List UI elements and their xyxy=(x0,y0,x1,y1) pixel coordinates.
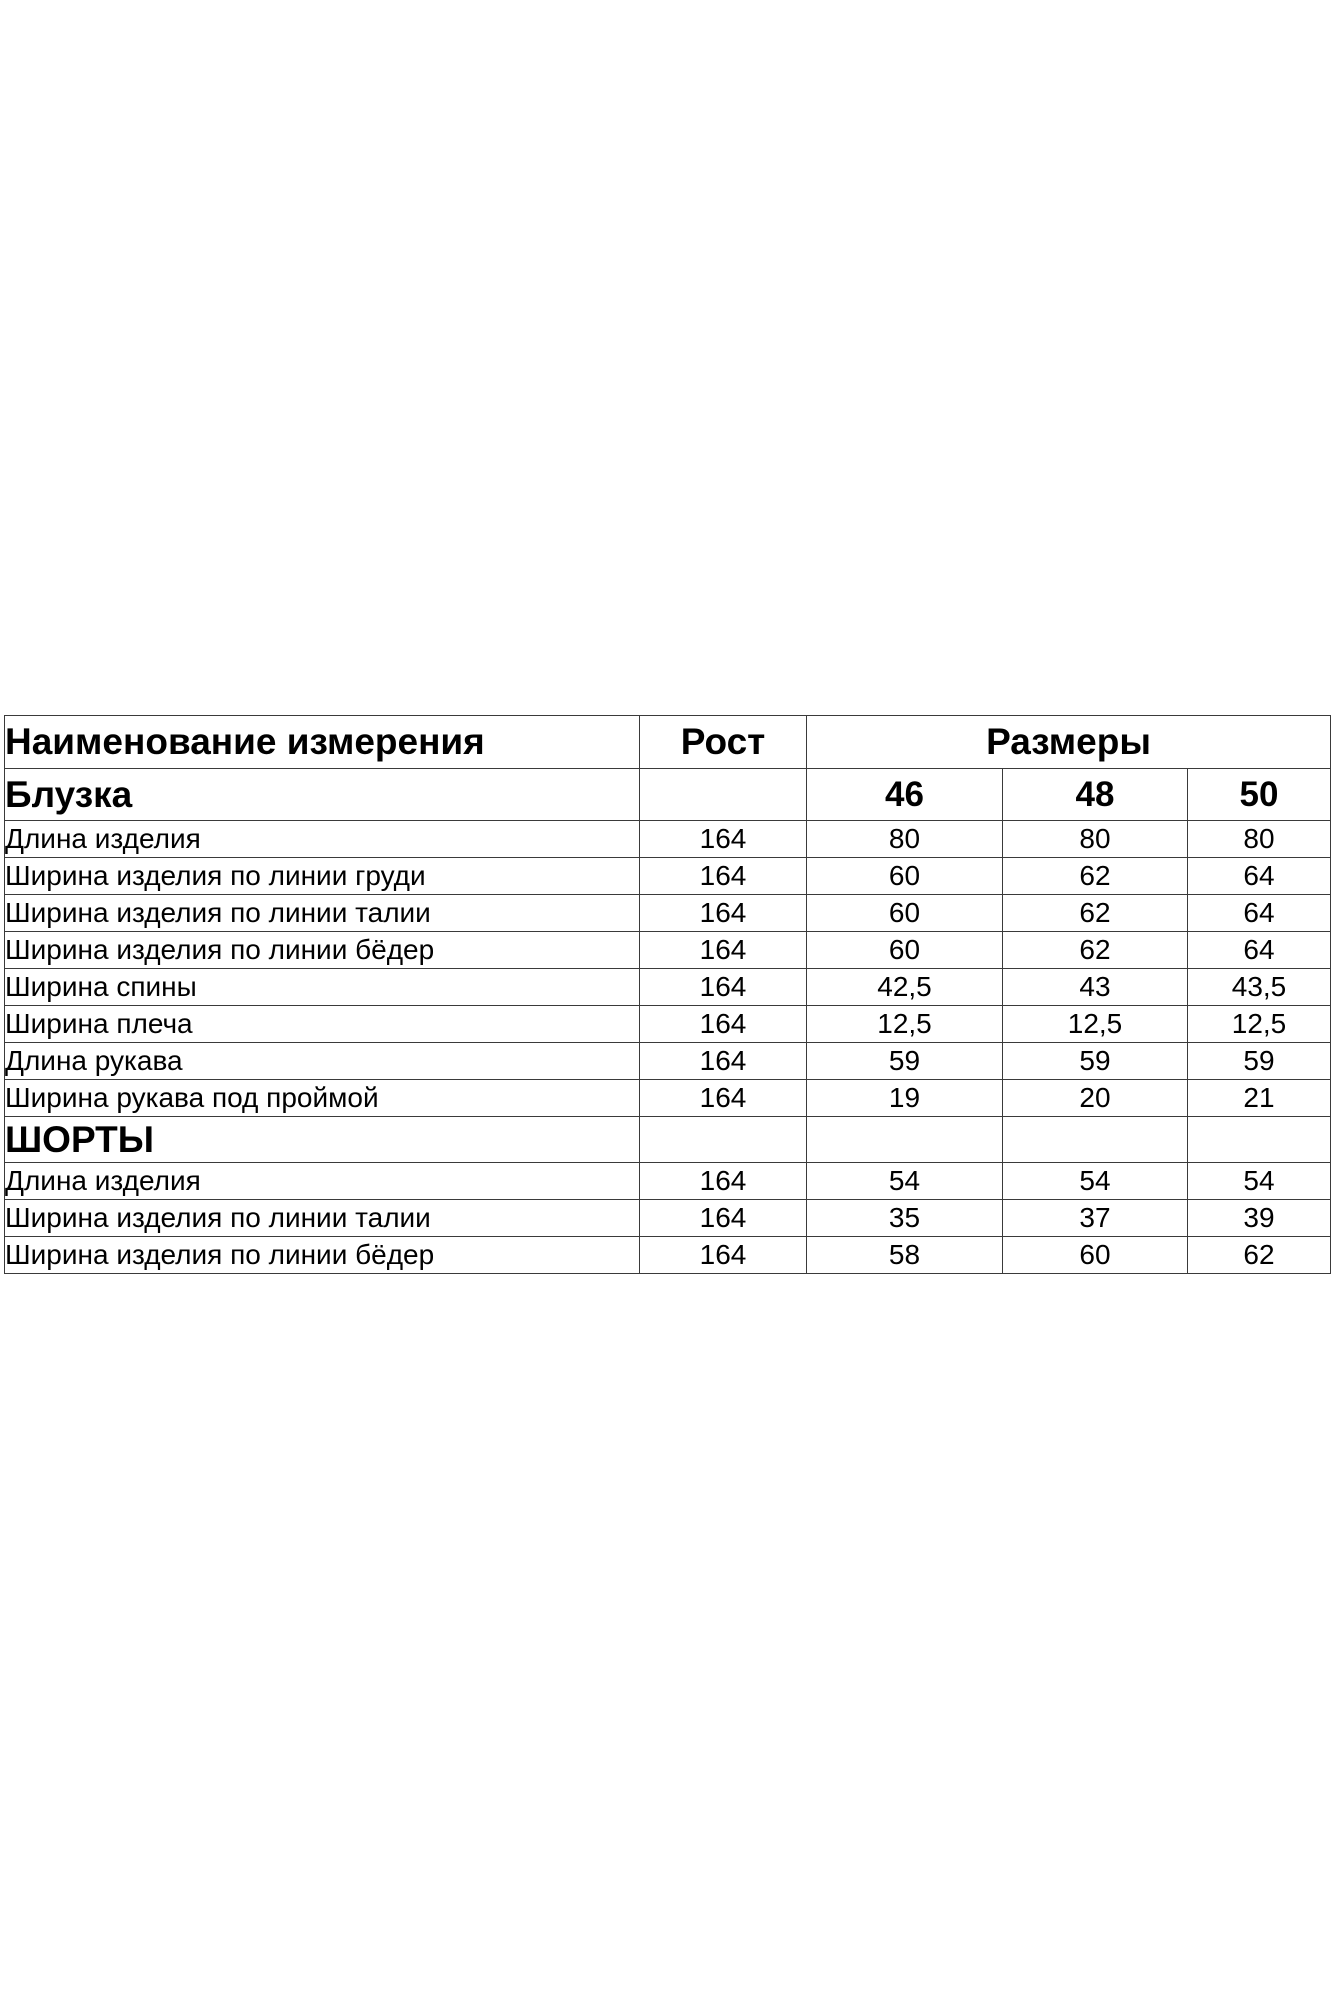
size-50-value: 64 xyxy=(1188,895,1331,932)
size-48-value: 59 xyxy=(1003,1043,1188,1080)
size-46-value: 54 xyxy=(807,1163,1003,1200)
measurement-name: Ширина изделия по линии бёдер xyxy=(5,932,640,969)
measurement-name: Ширина изделия по линии бёдер xyxy=(5,1237,640,1274)
size-48-header: 48 xyxy=(1003,769,1188,821)
size-50-value: 39 xyxy=(1188,1200,1331,1237)
size-46-value: 60 xyxy=(807,895,1003,932)
table-row xyxy=(5,1043,1331,1080)
measurement-name-header: Наименование измерения xyxy=(5,716,640,769)
size-50-value: 64 xyxy=(1188,858,1331,895)
measurement-name: Длина изделия xyxy=(5,821,640,858)
height-value: 164 xyxy=(640,1200,807,1237)
height-value: 164 xyxy=(640,1006,807,1043)
measurement-name: Ширина изделия по линии талии xyxy=(5,895,640,932)
measurement-name: Ширина изделия по линии груди xyxy=(5,858,640,895)
size-48-value: 60 xyxy=(1003,1237,1188,1274)
size-50-value: 64 xyxy=(1188,932,1331,969)
size-50-value: 12,5 xyxy=(1188,1006,1331,1043)
table-row xyxy=(5,1080,1331,1117)
table-row xyxy=(5,1006,1331,1043)
table-row xyxy=(5,858,1331,895)
section-title-shorts: ШОРТЫ xyxy=(5,1117,640,1163)
table-header-row xyxy=(5,716,1331,769)
size-46-value: 59 xyxy=(807,1043,1003,1080)
size-50-value: 21 xyxy=(1188,1080,1331,1117)
size-48-value: 62 xyxy=(1003,858,1188,895)
height-value: 164 xyxy=(640,821,807,858)
size-46-value: 80 xyxy=(807,821,1003,858)
size-48-value: 12,5 xyxy=(1003,1006,1188,1043)
size-48-value: 62 xyxy=(1003,895,1188,932)
table-row xyxy=(5,1163,1331,1200)
height-value: 164 xyxy=(640,1163,807,1200)
height-value: 164 xyxy=(640,1080,807,1117)
size-chart-table xyxy=(4,715,1331,1274)
size-46-value: 19 xyxy=(807,1080,1003,1117)
measurement-name: Ширина спины xyxy=(5,969,640,1006)
height-value: 164 xyxy=(640,895,807,932)
height-header: Рост xyxy=(640,716,807,769)
measurement-name: Ширина плеча xyxy=(5,1006,640,1043)
table-row xyxy=(5,969,1331,1006)
measurement-name: Длина рукава xyxy=(5,1043,640,1080)
size-48-value: 20 xyxy=(1003,1080,1188,1117)
empty-cell xyxy=(1003,1117,1188,1163)
empty-cell xyxy=(807,1117,1003,1163)
table-row xyxy=(5,821,1331,858)
empty-cell xyxy=(640,1117,807,1163)
height-value: 164 xyxy=(640,932,807,969)
size-50-value: 80 xyxy=(1188,821,1331,858)
section-row-blouse xyxy=(5,769,1331,821)
size-50-header: 50 xyxy=(1188,769,1331,821)
size-46-header: 46 xyxy=(807,769,1003,821)
size-46-value: 35 xyxy=(807,1200,1003,1237)
measurement-name: Длина изделия xyxy=(5,1163,640,1200)
height-value: 164 xyxy=(640,1237,807,1274)
size-46-value: 12,5 xyxy=(807,1006,1003,1043)
table-row xyxy=(5,932,1331,969)
size-50-value: 62 xyxy=(1188,1237,1331,1274)
empty-cell xyxy=(640,769,807,821)
size-48-value: 54 xyxy=(1003,1163,1188,1200)
size-48-value: 37 xyxy=(1003,1200,1188,1237)
measurement-name: Ширина рукава под проймой xyxy=(5,1080,640,1117)
section-title-blouse: Блузка xyxy=(5,769,640,821)
empty-cell xyxy=(1188,1117,1331,1163)
size-46-value: 60 xyxy=(807,932,1003,969)
measurement-name: Ширина изделия по линии талии xyxy=(5,1200,640,1237)
height-value: 164 xyxy=(640,969,807,1006)
table-row xyxy=(5,1237,1331,1274)
size-46-value: 58 xyxy=(807,1237,1003,1274)
sizes-header: Размеры xyxy=(807,716,1331,769)
table-row xyxy=(5,895,1331,932)
section-row-shorts xyxy=(5,1117,1331,1163)
size-50-value: 43,5 xyxy=(1188,969,1331,1006)
size-50-value: 54 xyxy=(1188,1163,1331,1200)
size-50-value: 59 xyxy=(1188,1043,1331,1080)
height-value: 164 xyxy=(640,1043,807,1080)
size-48-value: 80 xyxy=(1003,821,1188,858)
size-48-value: 62 xyxy=(1003,932,1188,969)
table-row xyxy=(5,1200,1331,1237)
size-46-value: 60 xyxy=(807,858,1003,895)
size-46-value: 42,5 xyxy=(807,969,1003,1006)
size-48-value: 43 xyxy=(1003,969,1188,1006)
height-value: 164 xyxy=(640,858,807,895)
